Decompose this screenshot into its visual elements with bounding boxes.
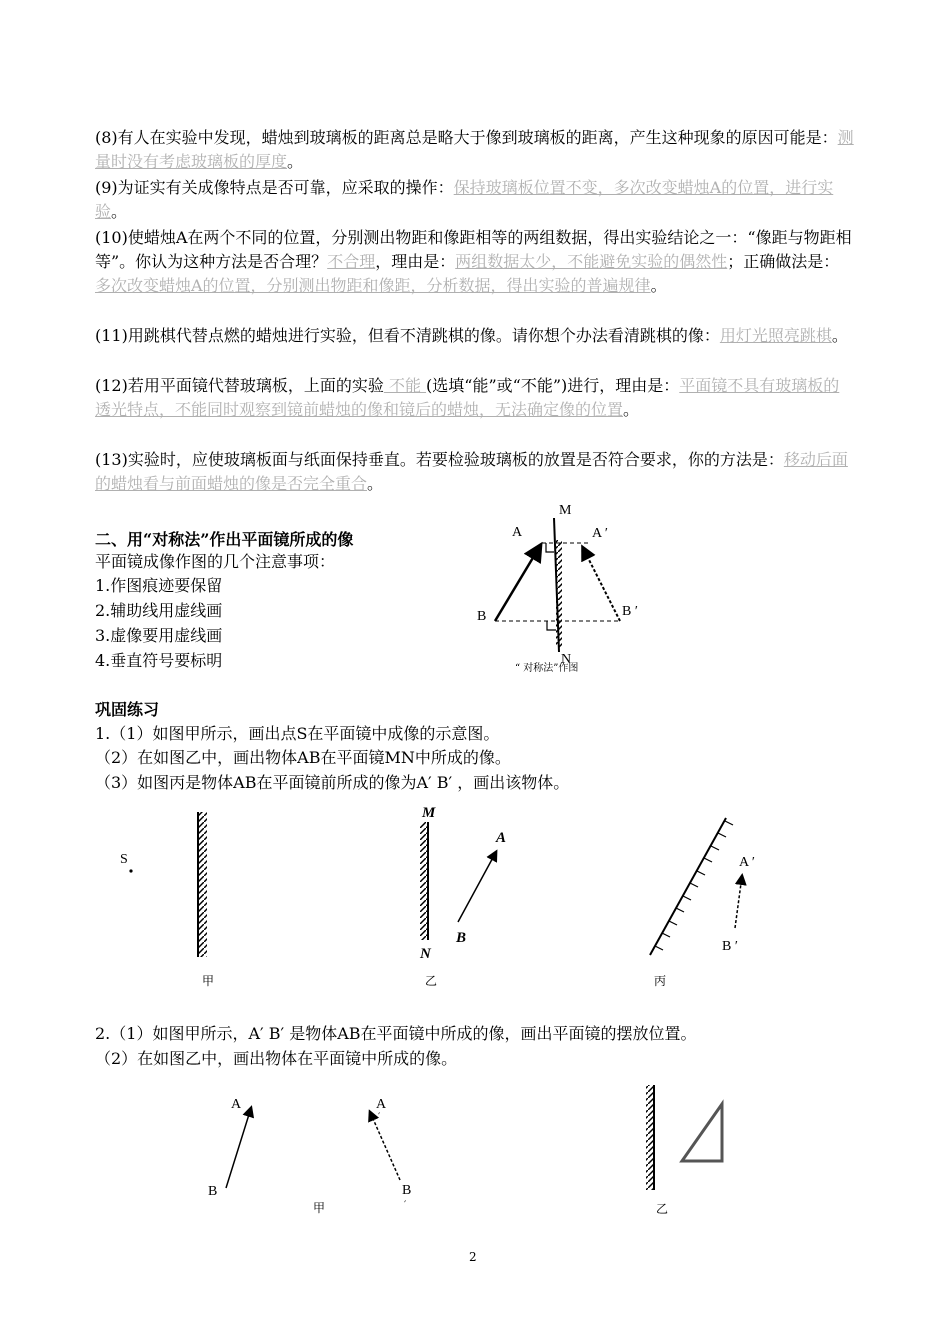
label-B-yi: B xyxy=(456,930,467,946)
q10-answer-3: 多次改变蜡烛A的位置，分别测出物距和像距，分析数据，得出实验的普遍规律 xyxy=(95,276,651,295)
q12-mid: (选填“能”或“不能”)进行，理由是： xyxy=(426,376,680,395)
q11-text: (11)用跳棋代替点燃的蜡烛进行实验，但看不清跳棋的像。请你想个办法看清跳棋的像： xyxy=(95,326,720,345)
q9-end: 。 xyxy=(111,202,128,221)
label-M: M xyxy=(559,503,572,518)
practice-title: 巩固练习 xyxy=(95,700,160,719)
q10-mid2: ；正确做法是： xyxy=(727,252,840,271)
label-B: B xyxy=(477,609,487,624)
practice-q2-2: （2）在如图乙中，画出物体在平面镜中所成的像。 xyxy=(95,1049,458,1068)
q11-answer: 用灯光照亮跳棋 xyxy=(719,326,832,345)
label-jia-2: 甲 xyxy=(313,1201,326,1215)
label-yi-2: 乙 xyxy=(656,1202,669,1216)
q12-text: (12)若用平面镜代替玻璃板，上面的实验 xyxy=(95,376,384,395)
label-bing: 丙 xyxy=(654,974,667,988)
q13-text: (13)实验时，应使玻璃板面与纸面保持垂直。若要检验玻璃板的放置是否符合要求，你的方法是： xyxy=(95,450,784,469)
q10-end: 。 xyxy=(650,276,667,295)
note-item-4: 4.垂直符号要标明 xyxy=(95,651,223,670)
label-A-yi: A xyxy=(496,830,507,846)
q9-text: (9)为证实有关成像特点是否可靠，应采取的操作： xyxy=(95,178,454,197)
section-2-title: 二、用“对称法”作出平面镜所成的像 xyxy=(95,530,354,549)
q11-end: 。 xyxy=(831,326,848,345)
q10-answer-2: 两组数据太少，不能避免实验的偶然性 xyxy=(455,252,728,271)
q8-end: 。 xyxy=(287,152,304,171)
label-B-prime: B ′ xyxy=(622,604,638,619)
label-yi: 乙 xyxy=(425,974,438,988)
q10-mid1: ，理由是： xyxy=(375,252,456,271)
q8-text: (8)有人在实验中发现，蜡烛到玻璃板的距离总是略大于像到玻璃板的距离，产生这种现象的原因可能是： xyxy=(95,128,838,147)
triangle-object xyxy=(682,1104,722,1161)
page-number: 2 xyxy=(469,1250,477,1264)
label-Bp-bing: B ′ xyxy=(722,939,738,954)
note-item-1: 1.作图痕迹要保留 xyxy=(95,576,223,595)
practice-q1-3: （3）如图丙是物体AB在平面镜前所成的像为A′ B′ ，画出该物体。 xyxy=(95,773,570,792)
label-jia: 甲 xyxy=(202,974,215,988)
label-A-prime: A ′ xyxy=(592,526,608,541)
q8-answer: 测量时没有考虑玻璃板的厚度 xyxy=(95,128,854,171)
label-Bp-2: B xyxy=(402,1183,412,1198)
q12-answer-1: 不能 xyxy=(383,376,427,395)
note-item-2: 2.辅助线用虚线画 xyxy=(95,601,223,620)
label-A: A xyxy=(512,525,523,540)
q13-answer: 移动后面的蜡烛看与前面蜡烛的像是否完全重合 xyxy=(95,450,848,493)
label-Ap-prime: ′ xyxy=(378,1112,381,1123)
section-2-intro: 平面镜成像作图的几个注意事项： xyxy=(95,552,336,571)
label-Ap-bing: A ′ xyxy=(739,855,755,870)
q10-answer-1: 不合理 xyxy=(327,252,376,271)
label-Bp-prime: ′ xyxy=(404,1200,407,1211)
practice-q2-1: 2.（1）如图甲所示，A′ B′ 是物体AB在平面镜中所成的像，画出平面镜的摆放位置。 xyxy=(95,1024,697,1043)
q9-answer: 保持玻璃板位置不变，多次改变蜡烛A的位置，进行实验 xyxy=(95,178,834,221)
object-arrow-AB xyxy=(226,1108,251,1188)
q12-end: 。 xyxy=(623,400,640,419)
q13-end: 。 xyxy=(367,474,384,493)
label-S: S xyxy=(120,852,128,867)
label-N-yi: N xyxy=(420,946,431,962)
image-arrow-ApBp xyxy=(370,1112,400,1180)
label-N: N xyxy=(561,652,572,667)
practice-q1-2: （2）在如图乙中，画出物体AB在平面镜MN中所成的像。 xyxy=(95,748,511,767)
q10-text: (10)使蜡烛A在两个不同的位置，分别测出物距和像距相等的两组数据，得出实验结论之一：“像距与物距相等”。你认为这种方法是否合理？ xyxy=(95,228,852,271)
label-M-yi: M xyxy=(422,805,436,821)
practice-q1-1: 1.（1）如图甲所示，画出点S在平面镜中成像的示意图。 xyxy=(95,724,500,743)
figure-caption: “ 对称法”作图 xyxy=(515,663,579,674)
mirror-yi-2-hatch xyxy=(646,1085,654,1190)
note-item-3: 3.虚像要用虚线画 xyxy=(95,626,223,645)
label-A-2: A xyxy=(231,1097,242,1112)
q12-answer-2: 平面镜不具有玻璃板的透光特点，不能同时观察到镜前蜡烛的像和镜后的蜡烛，无法确定像的位置 xyxy=(95,376,840,419)
label-Ap-2: A xyxy=(376,1097,387,1112)
label-B-2: B xyxy=(208,1184,218,1199)
